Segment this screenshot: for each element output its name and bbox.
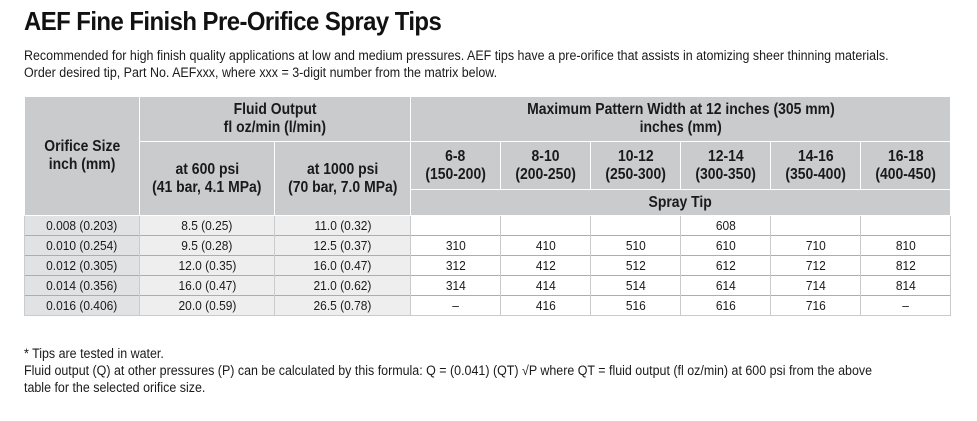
flow-600-cell (140, 296, 275, 316)
spray-tip-header (411, 190, 951, 216)
pressure-1000-line1: at 1000 psi (306, 160, 379, 178)
flow-1000-cell (275, 256, 411, 276)
width-col-14-16 (771, 142, 861, 190)
spray-tip-cell-value: 414 (535, 278, 556, 293)
fluid-output-header (140, 97, 411, 142)
orifice-size-cell-value: 0.014 (0.356) (46, 278, 118, 293)
flow-1000-cell (275, 276, 411, 296)
intro-line-1: Recommended for high finish quality applications at low and medium pressures. AEF tips have a pre-orifice that assists in atomizing sheer thinning materials. (24, 48, 889, 63)
spray-tip-cell (411, 236, 501, 256)
spray-tip-cell-value: 516 (625, 298, 646, 313)
pressure-600-line2: (41 bar, 4.1 MPa) (152, 178, 262, 196)
flow-1000-cell-value: 12.5 (0.37) (313, 238, 372, 253)
spray-tip-table (24, 96, 951, 316)
fluid-header-line1: Fluid Output (233, 101, 317, 118)
spray-tip-cell-value: 610 (715, 238, 736, 253)
spray-tip-cell-value: 616 (715, 298, 736, 313)
orifice-size-cell (25, 216, 140, 236)
page-title: AEF Fine Finish Pre-Orifice Spray Tips (24, 6, 442, 36)
spray-tip-cell (411, 256, 501, 276)
flow-600-cell (140, 256, 275, 276)
width-col-10-12 (591, 142, 681, 190)
spray-tip-cell (501, 216, 591, 236)
spray-tip-label: Spray Tip (648, 193, 713, 211)
width-col-metric: (400-450) (875, 165, 936, 183)
footnote-formula: Fluid output (Q) at other pressures (P) can be calculated by this formula: Q = (0.041) (QT) √P where QT = fluid output (fl oz/min) at 600 psi from the above (24, 363, 873, 378)
width-col-label: 16-18 (887, 147, 924, 165)
flow-600-cell-value: 16.0 (0.47) (178, 278, 236, 293)
width-col-label: 14-16 (797, 147, 834, 165)
orifice-header-line1: Orifice Size (44, 138, 120, 155)
flow-1000-cell (275, 216, 411, 236)
spray-tip-cell-value: 810 (895, 238, 916, 253)
table-row (25, 296, 951, 316)
spray-tip-cell (411, 216, 501, 236)
spray-tip-cell (501, 236, 591, 256)
spray-tip-cell-value: 614 (715, 278, 736, 293)
table-row (25, 276, 951, 296)
spray-tip-cell (591, 236, 681, 256)
flow-1000-cell-value: 21.0 (0.62) (313, 278, 372, 293)
spray-tip-cell-value: 716 (805, 298, 826, 313)
spray-tip-cell-value: 608 (715, 218, 736, 233)
spray-tip-cell (411, 276, 501, 296)
width-col-metric: (200-250) (515, 165, 576, 183)
spray-tip-cell-value: 812 (895, 258, 916, 273)
spray-tip-cell (681, 216, 771, 236)
width-col-label: 12-14 (707, 147, 744, 165)
intro-line-2: Order desired tip, Part No. AEFxxx, where xxx = 3-digit number from the matrix below. (24, 65, 498, 80)
width-col-metric: (300-350) (695, 165, 756, 183)
width-col-16-18 (861, 142, 951, 190)
flow-1000-cell-value: 16.0 (0.47) (313, 258, 372, 273)
footnote-water: * Tips are tested in water. (24, 346, 164, 361)
width-col-12-14 (681, 142, 771, 190)
flow-600-cell-value: 9.5 (0.28) (181, 238, 233, 253)
fluid-header-line2: fl oz/min (l/min) (223, 119, 327, 136)
spray-tip-cell-value: 510 (625, 238, 646, 253)
spray-tip-cell-value: – (902, 298, 909, 313)
spray-tip-cell (501, 256, 591, 276)
spray-tip-cell (771, 216, 861, 236)
flow-1000-cell (275, 236, 411, 256)
spray-tip-cell (681, 236, 771, 256)
spray-tip-cell (771, 256, 861, 276)
spray-tip-cell (681, 276, 771, 296)
orifice-size-cell (25, 256, 140, 276)
spray-tip-cell-value: 512 (625, 258, 646, 273)
flow-1000-cell-value: 11.0 (0.32) (314, 218, 371, 233)
orifice-size-cell (25, 296, 140, 316)
spray-tip-cell-value: 814 (895, 278, 916, 293)
spray-tip-cell (681, 296, 771, 316)
spray-tip-cell (591, 256, 681, 276)
width-col-8-10 (501, 142, 591, 190)
spray-tip-cell-value: 514 (625, 278, 646, 293)
pressure-1000-header (275, 142, 411, 216)
width-col-metric: (250-300) (605, 165, 666, 183)
spray-tip-cell (861, 276, 951, 296)
spray-tip-cell (771, 296, 861, 316)
orifice-size-cell-value: 0.008 (0.203) (46, 218, 118, 233)
spray-tip-cell-value: 412 (535, 258, 556, 273)
spray-tip-cell (501, 296, 591, 316)
spray-tip-cell-value: 310 (445, 238, 466, 253)
spray-tip-cell (771, 276, 861, 296)
pattern-header-line1: Maximum Pattern Width at 12 inches (305 mm) (526, 101, 835, 118)
width-col-6-8 (411, 142, 501, 190)
table-row (25, 256, 951, 276)
flow-600-cell-value: 8.5 (0.25) (181, 218, 233, 233)
spray-tip-cell-value: 312 (445, 258, 466, 273)
spray-tip-cell-value: 712 (805, 258, 826, 273)
table-row (25, 216, 951, 236)
spray-tip-cell (591, 216, 681, 236)
footnote-formula-cont: table for the selected orifice size. (24, 380, 206, 395)
orifice-size-header (25, 97, 140, 216)
pressure-1000-line2: (70 bar, 7.0 MPa) (287, 178, 398, 196)
spray-tip-cell (411, 296, 501, 316)
flow-600-cell-value: 20.0 (0.59) (178, 298, 236, 313)
spray-tip-cell-value: 410 (535, 238, 556, 253)
orifice-size-cell (25, 276, 140, 296)
pattern-width-header (411, 97, 951, 142)
width-col-metric: (150-200) (425, 165, 486, 183)
width-col-label: 10-12 (617, 147, 654, 165)
orifice-header-line2: inch (mm) (48, 156, 116, 173)
flow-600-cell (140, 216, 275, 236)
spray-tip-cell-value: 612 (715, 258, 736, 273)
pressure-600-line1: at 600 psi (175, 160, 239, 178)
spray-tip-cell (861, 296, 951, 316)
spray-tip-cell (861, 236, 951, 256)
footnotes (24, 345, 969, 396)
spray-tip-cell (861, 256, 951, 276)
spray-tip-cell (771, 236, 861, 256)
spray-tip-cell (861, 216, 951, 236)
spray-tip-cell-value: – (452, 298, 459, 313)
flow-1000-cell (275, 296, 411, 316)
spray-tip-cell-value: 314 (445, 278, 466, 293)
pattern-header-line2: inches (mm) (639, 119, 722, 136)
flow-600-cell (140, 236, 275, 256)
width-col-label: 8-10 (531, 147, 560, 165)
spray-tip-cell (501, 276, 591, 296)
orifice-size-cell-value: 0.012 (0.305) (46, 258, 118, 273)
orifice-size-cell-value: 0.016 (0.406) (46, 298, 118, 313)
spray-tip-cell-value: 416 (535, 298, 556, 313)
pressure-600-header (140, 142, 275, 216)
width-col-label: 6-8 (445, 147, 466, 165)
flow-600-cell-value: 12.0 (0.35) (178, 258, 236, 273)
spray-tip-cell-value: 714 (805, 278, 826, 293)
spray-tip-cell-value: 710 (805, 238, 826, 253)
flow-1000-cell-value: 26.5 (0.78) (313, 298, 372, 313)
spray-tip-cell (591, 296, 681, 316)
table-row (25, 236, 951, 256)
width-col-metric: (350-400) (785, 165, 846, 183)
flow-600-cell (140, 276, 275, 296)
orifice-size-cell (25, 236, 140, 256)
intro-text (24, 47, 969, 81)
spray-tip-cell (681, 256, 771, 276)
spray-tip-cell (591, 276, 681, 296)
orifice-size-cell-value: 0.010 (0.254) (46, 238, 118, 253)
